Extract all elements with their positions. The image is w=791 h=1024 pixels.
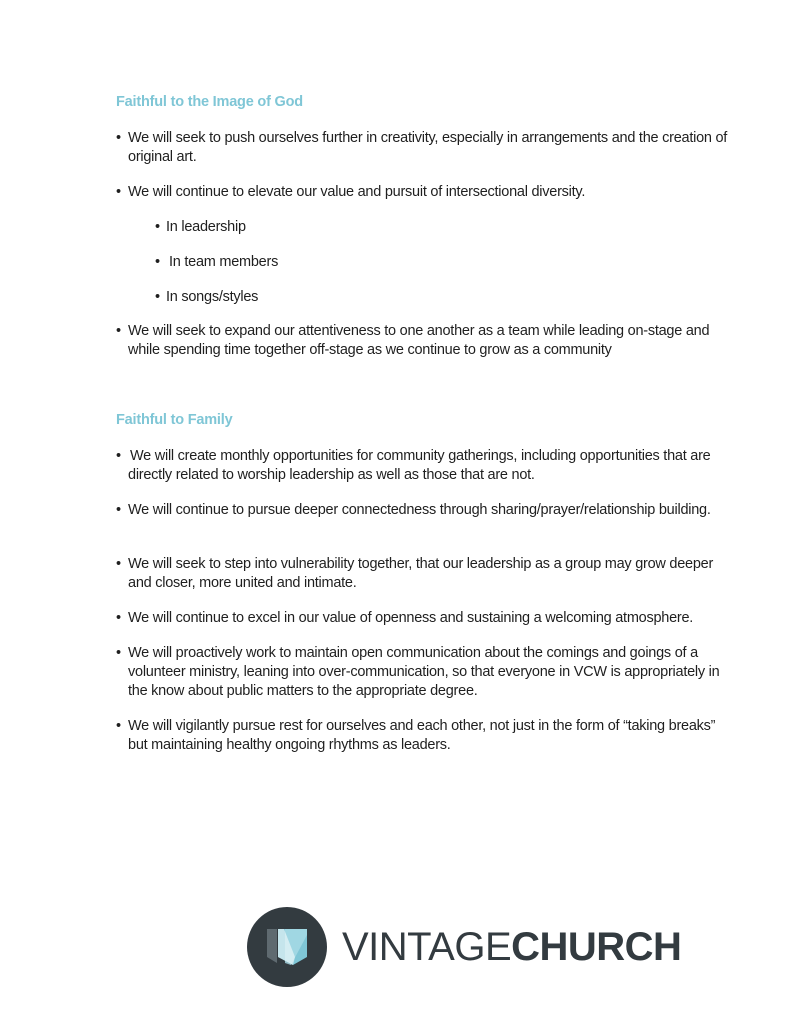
list-item-text: We will vigilantly pursue rest for ourselves and each other, not just in the form of “taking breaks” but maintaining healthy ongoing rhythms as leaders. [128, 718, 716, 753]
list-item-text: We will seek to expand our attentiveness to one another as a team while leading on-stage and while spending time together off-stage as we continue to grow as a community [128, 323, 710, 358]
list-item-text: We will seek to push ourselves further in creativity, especially in arrangements and the creation of original art. [128, 130, 728, 165]
bullet-list-family-6 [116, 717, 736, 755]
list-item-text: We will create monthly opportunities for community gatherings, including opportunities that are directly related to worship leadership as well as those that are not. [128, 448, 711, 483]
bullet-list-family-2 [116, 501, 736, 520]
list-item-text: We will proactively work to maintain open communication about the comings and goings of a volunteer ministry, leaning into over-communication, so that everyone in VCW is appropriately in the know about public matters to the appropriate degree. [128, 645, 720, 699]
sub-list-item-text: In leadership [166, 219, 246, 235]
logo-text-vintage: VINTAGE [342, 925, 512, 969]
bullet-list-family-3 [116, 555, 736, 593]
sub-list-diversity-3 [155, 288, 258, 307]
bullet-dot: • [116, 130, 121, 146]
bullet-dot: • [155, 254, 160, 270]
bullet-dot: • [116, 610, 121, 626]
bullet-dot: • [155, 289, 160, 305]
sub-list-item-text: In team members [169, 254, 279, 270]
sub-list-item [155, 288, 258, 307]
vintage-church-logo [247, 907, 682, 989]
sub-list-item-text: In songs/styles [166, 289, 259, 305]
sub-list-diversity [155, 218, 246, 237]
bullet-list-family-1 [116, 447, 736, 485]
vintage-church-logo-icon [247, 907, 327, 987]
bullet-dot: • [116, 718, 121, 734]
bullet-dot: • [116, 645, 121, 661]
list-item-text: We will continue to pursue deeper connectedness through sharing/prayer/relationship building. [128, 502, 711, 518]
bullet-list-image-of-god [116, 129, 736, 167]
list-item [116, 183, 736, 202]
logo-text-church: CHURCH [511, 925, 682, 969]
sub-list-item [155, 253, 278, 272]
bullet-list-family-5 [116, 644, 736, 701]
bullet-list-image-of-god-3 [116, 322, 736, 360]
section-heading-image-of-god: Faithful to the Image of God [116, 94, 303, 110]
list-item [116, 717, 736, 755]
bullet-dot: • [116, 556, 121, 572]
bullet-dot: • [116, 184, 121, 200]
list-item-text: We will continue to elevate our value and pursuit of intersectional diversity. [128, 184, 586, 200]
list-item [116, 555, 736, 593]
section-heading-family: Faithful to Family [116, 412, 233, 428]
logo-wordmark [342, 925, 681, 969]
sub-list-item [155, 218, 246, 237]
sub-list-diversity-2 [155, 253, 278, 272]
bullet-list-family-4 [116, 609, 736, 628]
list-item [116, 322, 736, 360]
bullet-dot: • [116, 502, 121, 518]
list-item-text: We will seek to step into vulnerability together, that our leadership as a group may grow deeper and closer, more united and intimate. [128, 556, 714, 591]
bullet-dot: • [116, 323, 121, 339]
list-item [116, 644, 736, 701]
list-item [116, 447, 736, 485]
list-item [116, 129, 736, 167]
list-item-text: We will continue to excel in our value of openness and sustaining a welcoming atmosphere. [128, 610, 694, 626]
bullet-dot: • [155, 219, 160, 235]
list-item [116, 501, 736, 520]
list-item [116, 609, 736, 628]
bullet-list-image-of-god-2 [116, 183, 736, 202]
bullet-dot: • [116, 448, 121, 464]
